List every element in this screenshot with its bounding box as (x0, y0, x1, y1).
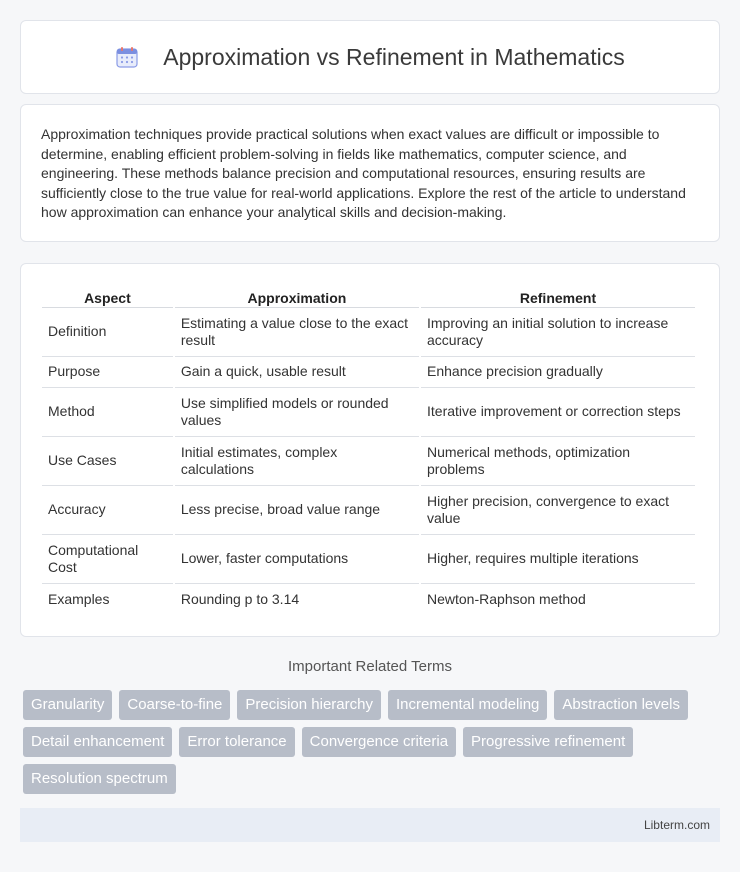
table-cell: Higher, requires multiple iterations (421, 535, 695, 584)
table-cell: Gain a quick, usable result (175, 357, 419, 388)
table-row (42, 584, 695, 615)
footer-site-link[interactable]: Libterm.com (643, 818, 710, 832)
tag-coarse-to-fine[interactable]: Coarse-to-fine (119, 690, 230, 720)
tag-precision-hierarchy[interactable]: Precision hierarchy (237, 690, 381, 720)
table-row (42, 308, 695, 357)
table-row (42, 388, 695, 437)
intro-card (20, 104, 720, 242)
table-cell: Method (42, 388, 173, 437)
column-header-approximation: Approximation (175, 284, 419, 308)
table-cell: Initial estimates, complex calculations (175, 437, 419, 486)
table-row (42, 437, 695, 486)
related-terms-tags (23, 690, 723, 794)
table-cell: Numerical methods, optimization problems (421, 437, 695, 486)
tag-detail-enhancement[interactable]: Detail enhancement (23, 727, 172, 757)
tag-error-tolerance[interactable]: Error tolerance (179, 727, 294, 757)
table-cell: Newton-Raphson method (427, 590, 586, 607)
table-row (42, 486, 695, 535)
table-cell: Improving an initial solution to increase accuracy (421, 308, 695, 357)
table-cell: Purpose (42, 357, 173, 388)
table-header-row (42, 284, 695, 308)
table-cell: Definition (42, 308, 173, 357)
table-cell: Less precise, broad value range (175, 486, 419, 535)
calendar-icon (115, 45, 139, 69)
table-cell: Use simplified models or rounded values (175, 388, 419, 437)
table-row (42, 357, 695, 388)
table-cell: Accuracy (42, 486, 173, 535)
table-cell: Computational Cost (42, 535, 173, 584)
intro-paragraph: Approximation techniques provide practical solutions when exact values are difficult or impossible to determine, enabling efficient problem-solving in fields like mathematics, computer science, and engineering. These methods balance precision and computational resources, ensuring results are sufficiently close to the true value for real-world applications. Explore the rest of the article to understand how approximation can enhance your analytical skills and decision-making. (41, 126, 686, 220)
table-cell: Rounding p to 3.14 (180, 590, 300, 607)
comparison-table-card (20, 263, 720, 637)
table-row (42, 535, 695, 584)
table-cell: Higher precision, convergence to exact value (421, 486, 695, 535)
comparison-table (40, 284, 697, 615)
table-cell: Examples (48, 590, 110, 607)
table-cell: Lower, faster computations (175, 535, 419, 584)
tag-incremental-modeling[interactable]: Incremental modeling (388, 690, 547, 720)
tag-granularity[interactable]: Granularity (23, 690, 112, 720)
table-cell: Iterative improvement or correction steps (421, 388, 695, 437)
table-cell: Estimating a value close to the exact result (175, 308, 419, 357)
header-card (20, 20, 720, 94)
page-title: Approximation vs Refinement in Mathematics (163, 43, 625, 70)
footer (20, 808, 720, 842)
tag-convergence-criteria[interactable]: Convergence criteria (302, 727, 456, 757)
column-header-refinement: Refinement (421, 284, 695, 308)
column-header-aspect: Aspect (42, 284, 173, 308)
tag-abstraction-levels[interactable]: Abstraction levels (554, 690, 688, 720)
table-cell: Use Cases (42, 437, 173, 486)
tag-progressive-refinement[interactable]: Progressive refinement (463, 727, 633, 757)
tag-resolution-spectrum[interactable]: Resolution spectrum (23, 764, 176, 794)
table-cell: Enhance precision gradually (421, 357, 695, 388)
related-terms-title: Important Related Terms (288, 658, 452, 675)
